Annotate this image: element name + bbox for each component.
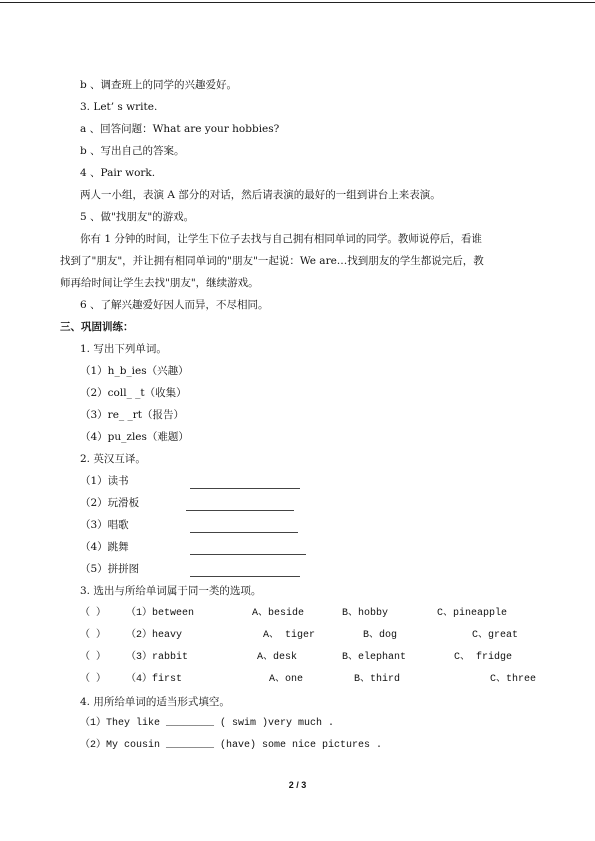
text-line: 4 、Pair work.: [80, 167, 156, 179]
answer-blank: [190, 532, 298, 533]
option-c: C、three: [490, 674, 537, 685]
option-a: A、one: [269, 674, 304, 685]
page-number: 2 / 3: [288, 780, 307, 790]
question-item: （4）跳舞: [80, 541, 129, 553]
question-item: （4）pu_zles（难题）: [80, 431, 189, 443]
question-item: （1）They like ________ ( swim )very much .: [80, 718, 335, 729]
question-stem: （2）heavy: [126, 630, 183, 641]
question-title: 2. 英汉互译。: [80, 453, 146, 465]
question-item: （2）玩滑板: [80, 497, 140, 509]
question-item: （2）My cousin ________ (have) some nice pictures .: [80, 740, 383, 751]
text-line: 你有 1 分钟的时间，让学生下位子去找与自己拥有相同单词的同学。教师说停后，看谁: [80, 233, 482, 245]
answer-paren: （ ）: [80, 652, 107, 663]
question-title: 3. 选出与所给单词属于同一类的选项。: [80, 585, 262, 597]
option-b: B、dog: [363, 630, 398, 641]
question-stem: （1）between: [126, 608, 195, 619]
text-line: 找到了"朋友"，并让拥有相同单词的"朋友"一起说：We are…找到朋友的学生都说完后，教: [60, 255, 484, 267]
text-line: 师再给时间让学生去找"朋友"，继续游戏。: [60, 277, 259, 289]
option-b: B、hobby: [342, 608, 389, 619]
text-line: 5 、做"找朋友"的游戏。: [80, 211, 195, 223]
question-item: （1）读书: [80, 475, 129, 487]
text-line: 3. Let’ s write.: [80, 101, 158, 113]
page-top-rule: [0, 2, 595, 3]
question-title: 1. 写出下列单词。: [80, 343, 167, 355]
answer-blank: [190, 554, 306, 555]
section-title: 三、巩固训练：: [60, 321, 134, 333]
text-line: a 、回答问题：What are your hobbies?: [80, 123, 280, 135]
option-b: B、third: [354, 674, 401, 685]
question-title: 4. 用所给单词的适当形式填空。: [80, 696, 230, 708]
text-line: b 、写出自己的答案。: [80, 145, 185, 157]
text-line: b 、调查班上的同学的兴趣爱好。: [80, 79, 238, 91]
answer-paren: （ ）: [80, 630, 107, 641]
question-stem: （3）rabbit: [126, 652, 189, 663]
question-stem: （4）first: [126, 674, 183, 685]
question-item: （3）唱歌: [80, 519, 129, 531]
option-a: A、 tiger: [263, 630, 316, 641]
answer-blank: [190, 488, 300, 489]
answer-paren: （ ）: [80, 674, 107, 685]
text-line: 6 、了解兴趣爱好因人而异，不尽相同。: [80, 299, 269, 311]
answer-blank: [190, 576, 300, 577]
text-line: 两人一小组，表演 A 部分的对话，然后请表演的最好的一组到讲台上来表演。: [80, 189, 441, 201]
option-c: C、pineapple: [437, 608, 508, 619]
answer-paren: （ ）: [80, 608, 107, 619]
question-item: （5）拼拼图: [80, 563, 140, 575]
question-item: （1）h_b_ies（兴趣）: [80, 365, 189, 377]
option-c: C、great: [472, 630, 519, 641]
question-item: （3）re_ _rt（报告）: [80, 409, 184, 421]
answer-blank: [186, 510, 294, 511]
option-b: B、elephant: [342, 652, 407, 663]
option-a: A、desk: [257, 652, 298, 663]
option-c: C、 fridge: [454, 652, 513, 663]
question-item: （2）coll_ _t（收集）: [80, 387, 187, 399]
option-a: A、beside: [252, 608, 305, 619]
